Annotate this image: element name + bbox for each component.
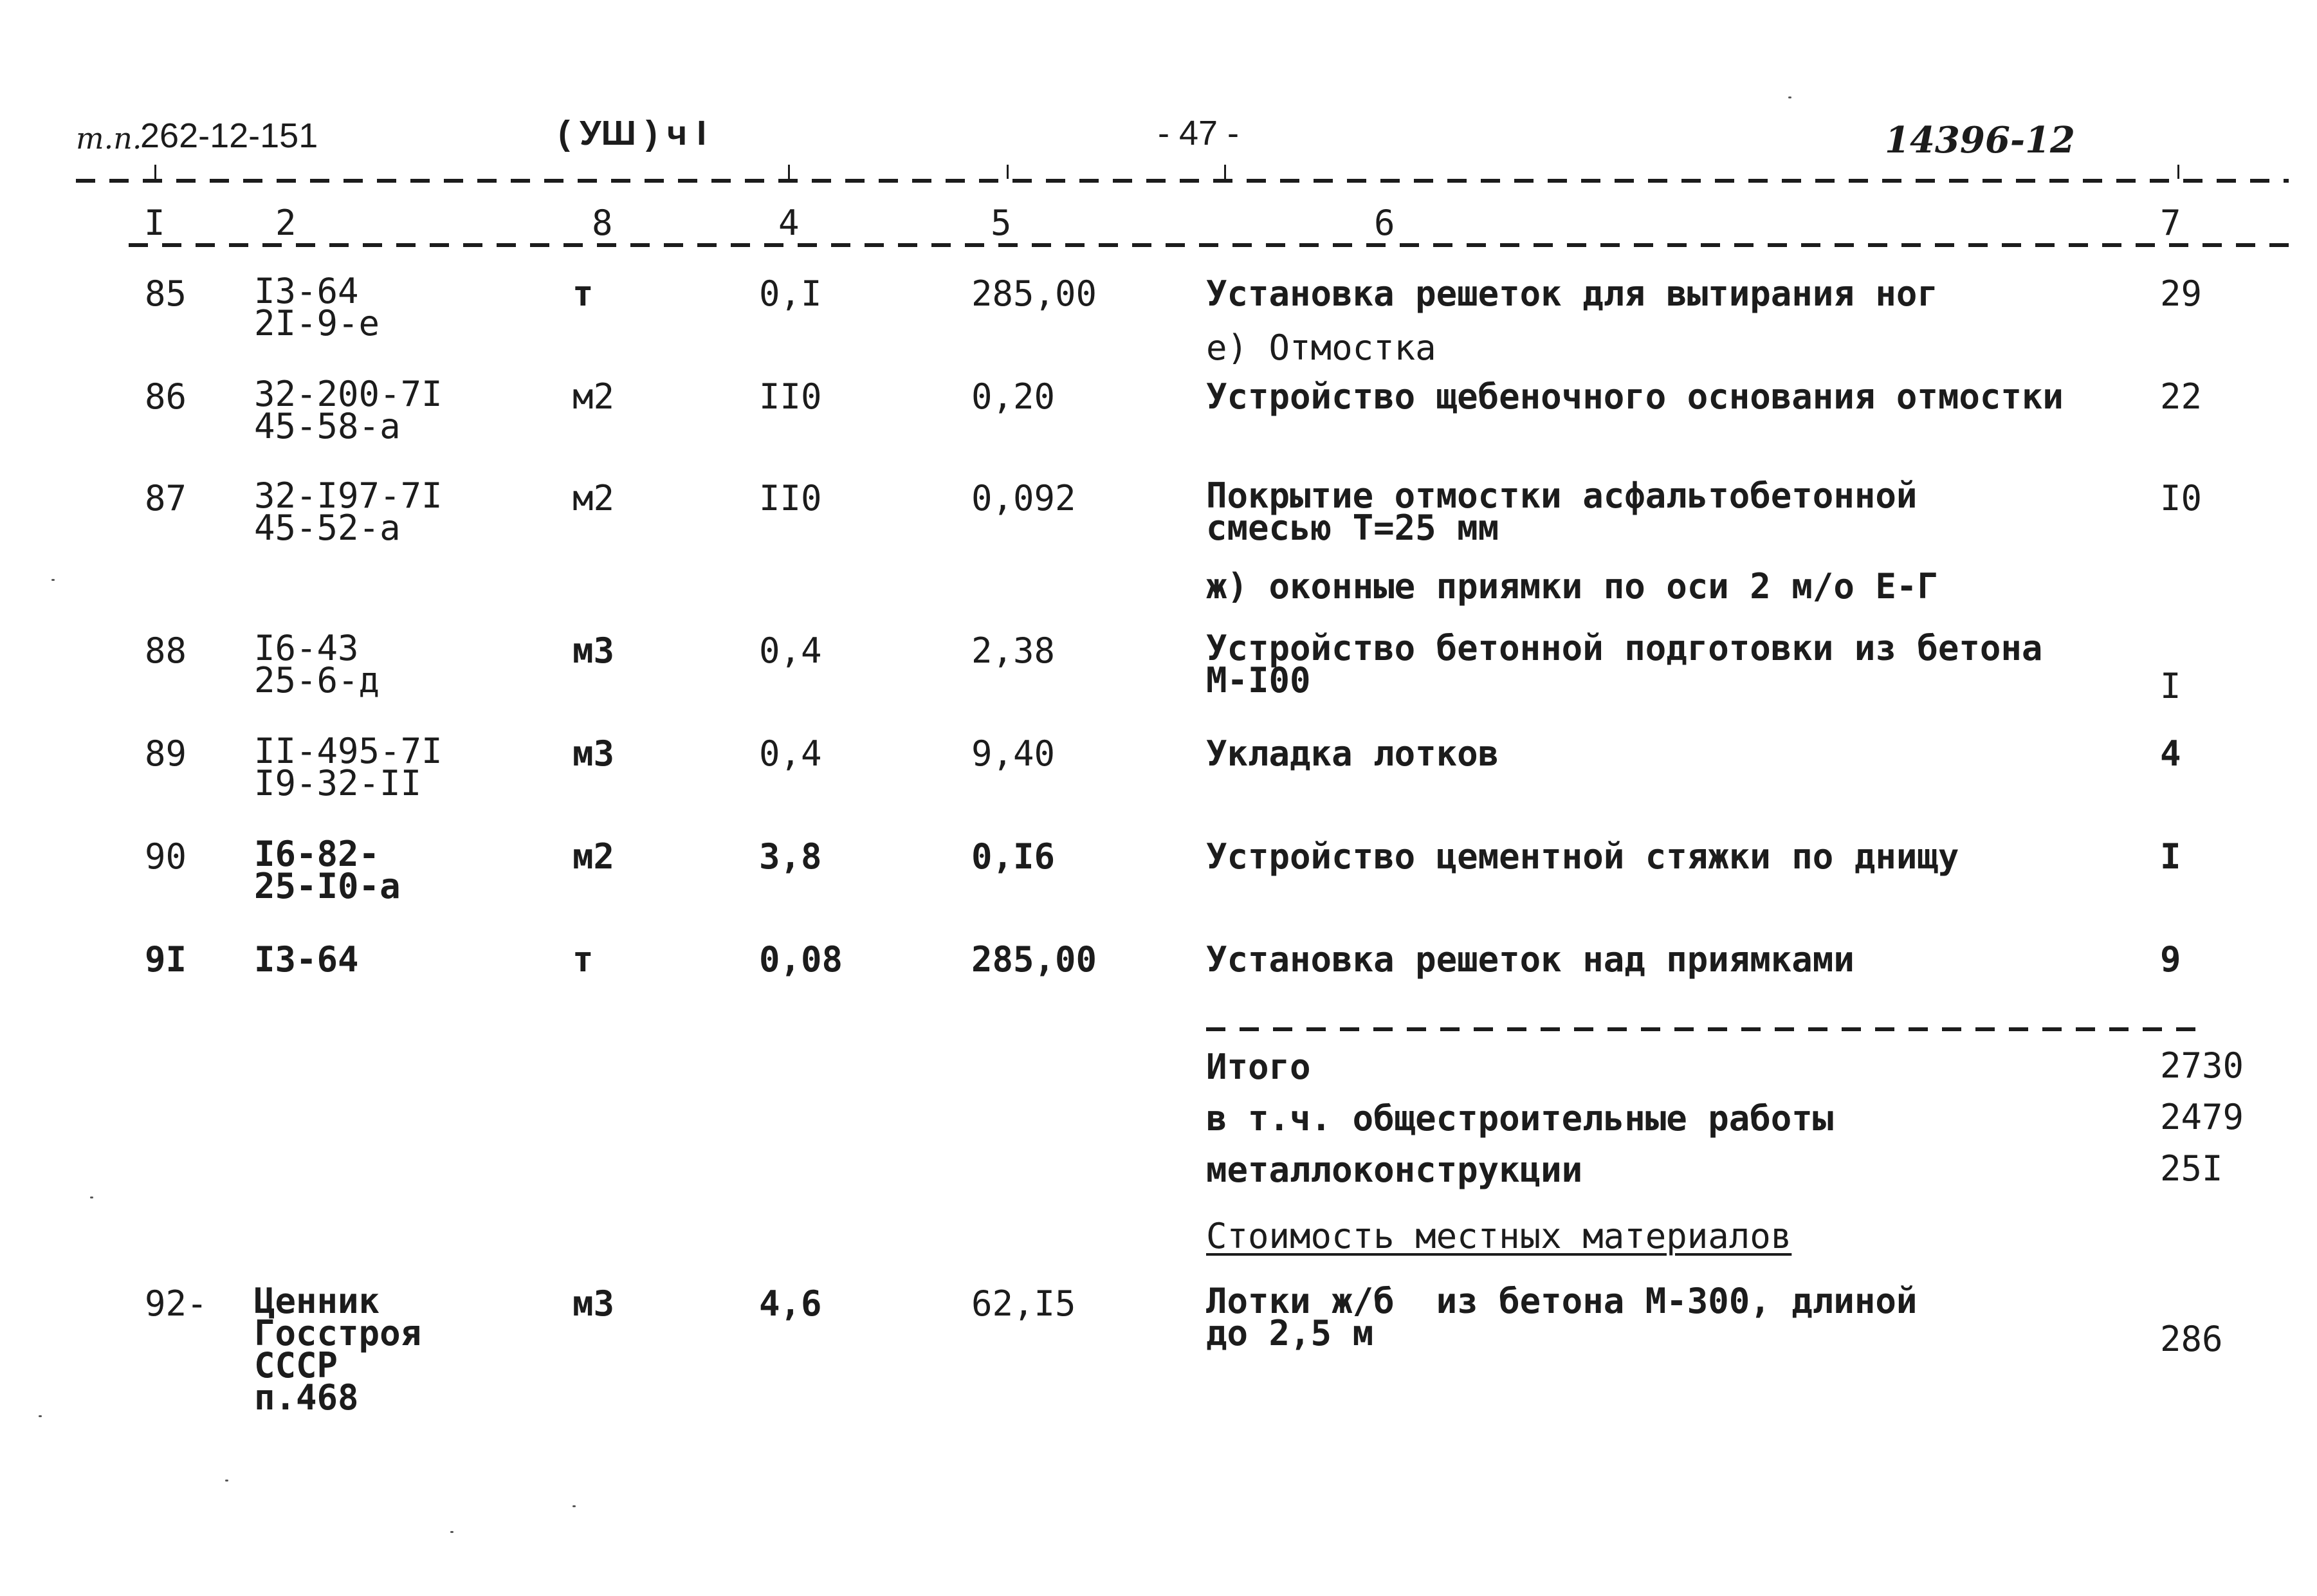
subheading-window-pits: ж) оконные приямки по оси 2 м/о Е-Г xyxy=(1206,566,1938,607)
column-header-4: 4 xyxy=(778,203,800,243)
archive-number: 14396-12 xyxy=(1885,119,2075,161)
scan-speck xyxy=(39,1415,42,1417)
row-number: 85 xyxy=(145,273,187,314)
row-unit: т xyxy=(572,273,594,314)
row-price: 0,092 xyxy=(971,478,1076,518)
row-code: II-495-7I I9-32-II xyxy=(254,731,443,803)
column-header-7: 7 xyxy=(2160,203,2181,243)
row-description: Лотки ж/б из бетона М-300, длиной до 2,5 м xyxy=(1206,1281,1918,1353)
column-header-2: 2 xyxy=(275,203,297,243)
rule-tick xyxy=(2177,165,2179,179)
row-number: 90 xyxy=(145,836,187,877)
row-code: 32-200-7I 45-58-а xyxy=(254,374,443,446)
row-description: Устройство цементной стяжки по днищу xyxy=(1206,836,1959,877)
row-quantity: 3,8 xyxy=(759,836,822,877)
doc-code: 262-12-151 xyxy=(140,116,318,155)
row-total: I xyxy=(2160,666,2181,706)
row-unit: м2 xyxy=(572,376,615,417)
column-header-5: 5 xyxy=(991,203,1012,243)
row-total: 9 xyxy=(2160,939,2181,980)
row-description: Установка решеток для вытирания ног xyxy=(1206,273,1938,314)
scan-speck xyxy=(572,1505,576,1507)
row-quantity: 0,4 xyxy=(759,733,822,774)
scan-speck xyxy=(51,579,55,581)
row-description: Укладка лотков xyxy=(1206,733,1499,774)
row-total: 4 xyxy=(2160,733,2181,774)
row-code: Ценник Госстроя СССР п.468 xyxy=(254,1281,422,1418)
row-number: 86 xyxy=(145,376,187,417)
row-unit: м2 xyxy=(572,478,615,518)
row-unit: м2 xyxy=(572,836,615,877)
row-total: I0 xyxy=(2160,478,2203,518)
metal-structures-label: металлоконструкции xyxy=(1206,1150,1583,1190)
row-price: 2,38 xyxy=(971,630,1056,671)
row-code: I3-64 2I-9-е xyxy=(254,271,380,344)
rule-tick xyxy=(1224,165,1226,179)
total-value: 2730 xyxy=(2160,1045,2244,1086)
row-description: Устройство бетонной подготовки из бетона М-I00 xyxy=(1206,628,2043,701)
scan-speck xyxy=(90,1197,93,1198)
row-number: 87 xyxy=(145,478,187,518)
row-code: I6-82- 25-I0-а xyxy=(254,834,401,906)
row-quantity: 0,I xyxy=(759,273,822,314)
page-number: - 47 - xyxy=(1158,114,1240,152)
row-description: Установка решеток над приямками xyxy=(1206,939,1855,980)
local-materials-heading: Стоимость местных материалов xyxy=(1206,1216,1792,1256)
row-code: I6-43 25-6-д xyxy=(254,628,380,701)
total-label: Итого xyxy=(1206,1047,1311,1087)
rule-tick xyxy=(154,165,156,179)
row-unit: т xyxy=(572,939,594,980)
row-price: 285,00 xyxy=(971,273,1097,314)
rule-tick xyxy=(788,165,790,179)
row-code: 32-I97-7I 45-52-а xyxy=(254,475,443,548)
general-works-value: 2479 xyxy=(2160,1097,2244,1137)
subheading-otmostka: е) Отмостка xyxy=(1206,327,1436,368)
column-header-6: 6 xyxy=(1374,203,1395,243)
section-label: ( УШ ) ч I xyxy=(558,114,707,152)
scan-speck xyxy=(1788,96,1791,98)
general-works-label: в т.ч. общестроительные работы xyxy=(1206,1098,1834,1139)
row-quantity: 0,4 xyxy=(759,630,822,671)
scan-speck xyxy=(225,1480,228,1481)
row-price: 0,20 xyxy=(971,376,1056,417)
row-total: 22 xyxy=(2160,376,2203,417)
row-number: 92- xyxy=(145,1283,208,1324)
doc-prefix: т.п. xyxy=(76,121,142,156)
row-price: 0,I6 xyxy=(971,836,1056,877)
row-number: 89 xyxy=(145,733,187,774)
column-header-1: I xyxy=(144,203,165,243)
row-price: 285,00 xyxy=(971,939,1097,980)
scan-speck xyxy=(450,1531,453,1533)
row-total: 286 xyxy=(2160,1319,2223,1359)
row-number: 9I xyxy=(145,939,187,980)
row-quantity: II0 xyxy=(759,376,822,417)
row-total: 29 xyxy=(2160,273,2203,314)
row-price: 9,40 xyxy=(971,733,1056,774)
metal-structures-value: 25I xyxy=(2160,1148,2223,1189)
row-unit: м3 xyxy=(572,630,615,671)
row-description: Устройство щебеночного основания отмостки xyxy=(1206,376,2064,417)
row-quantity: 4,6 xyxy=(759,1283,822,1324)
row-description: Покрытие отмостки асфальтобетонной смесью Т=25 мм xyxy=(1206,475,1918,548)
row-code: I3-64 xyxy=(254,939,359,980)
row-quantity: 0,08 xyxy=(759,939,843,980)
row-price: 62,I5 xyxy=(971,1283,1076,1324)
row-quantity: II0 xyxy=(759,478,822,518)
column-header-3: 8 xyxy=(592,203,613,243)
row-unit: м3 xyxy=(572,1283,615,1324)
row-unit: м3 xyxy=(572,733,615,774)
rule-tick xyxy=(1007,165,1009,179)
column-header-rule xyxy=(129,243,2290,247)
row-total: I xyxy=(2160,836,2181,877)
header-rule-top xyxy=(76,179,2289,183)
row-number: 88 xyxy=(145,630,187,671)
summary-rule xyxy=(1206,1027,2210,1031)
